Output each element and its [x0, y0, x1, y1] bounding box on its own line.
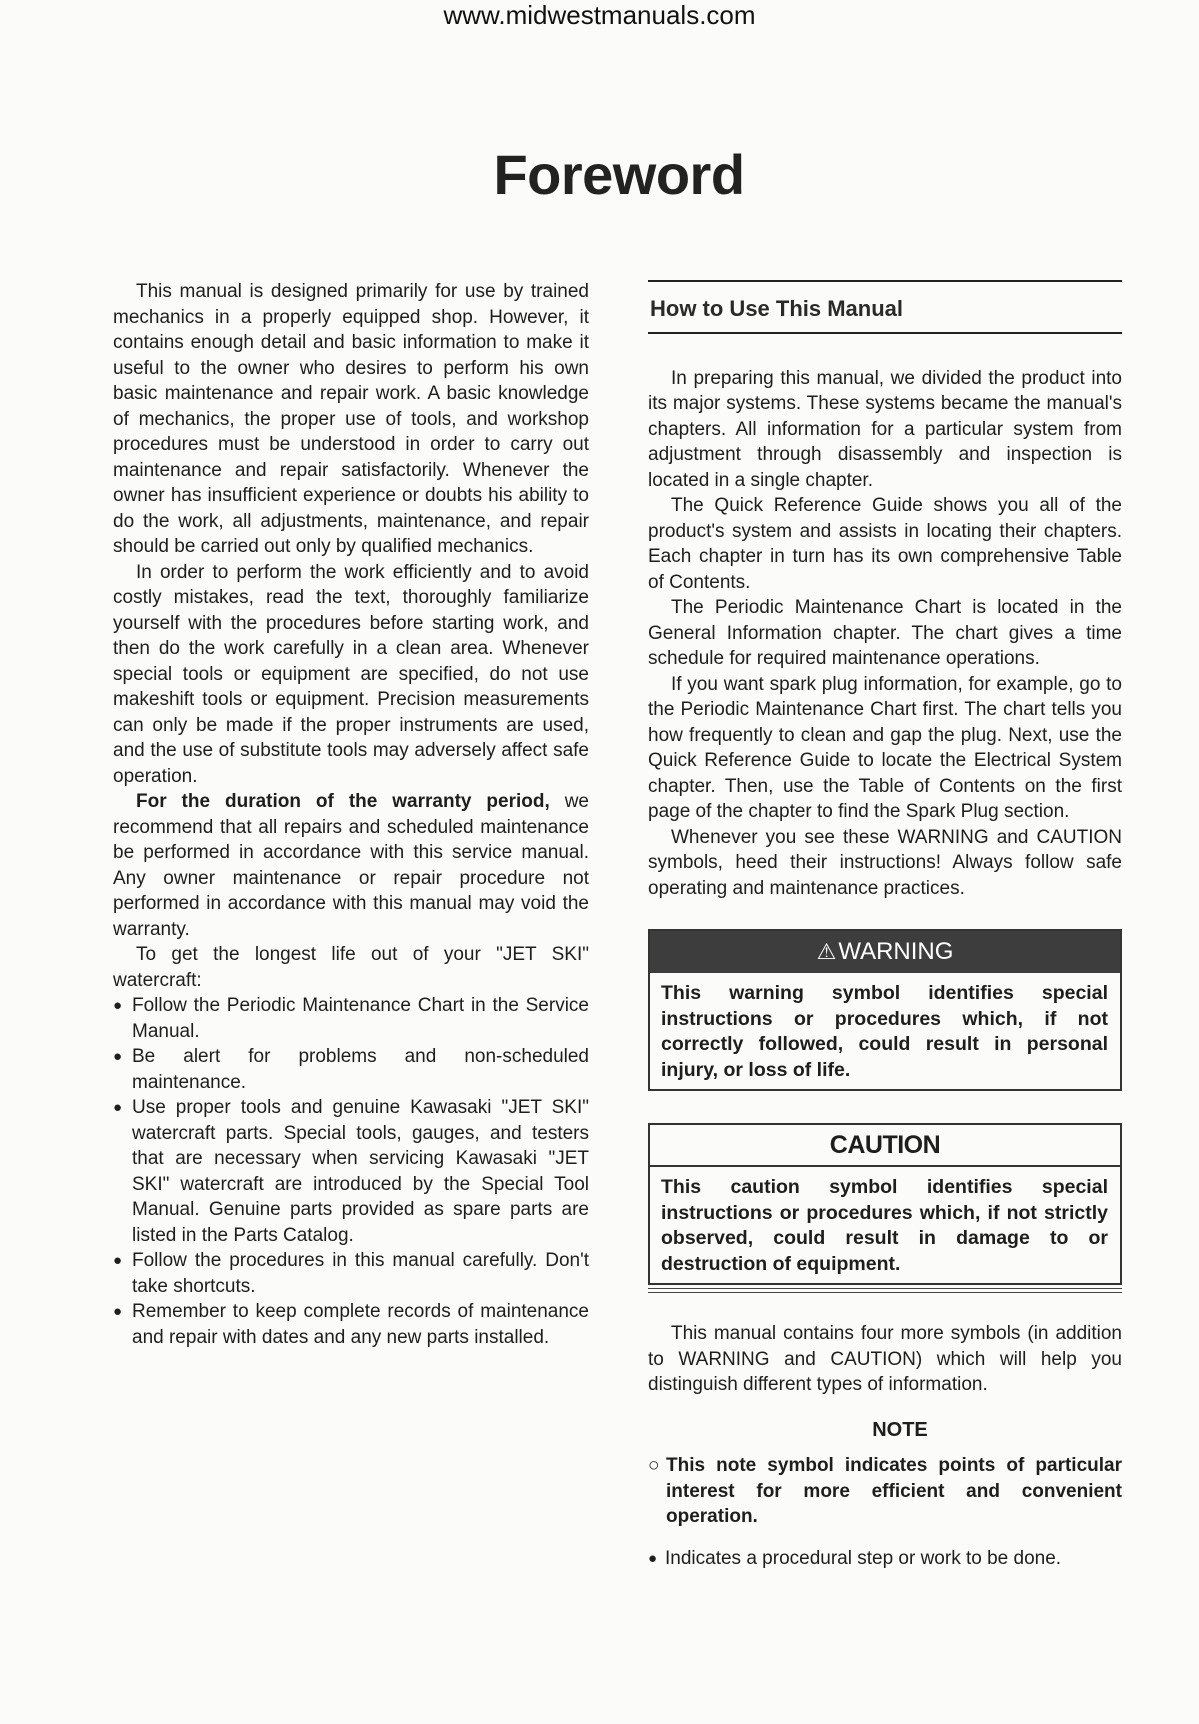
warranty-paragraph [113, 789, 589, 942]
note-title: NOTE [872, 1418, 928, 1441]
procedure-item: ● Indicates a procedural step or work to be done. [648, 1546, 1122, 1572]
tips-list [113, 993, 589, 1350]
warning-label: WARNING [838, 938, 954, 965]
list-item: ● Be alert for problems and non-scheduled maintenance. [113, 1044, 589, 1095]
efficiency-paragraph: In order to perform the work efficiently and to avoid costly mistakes, read the text, thoroughly familiarize yourself with the procedures before starting work, and then do the work carefully in a clean area. Whenever special tools or equipment are specified, do not use makeshift tools or equipment. Precision measurements can only be made if the proper instruments are used, and the use of substitute tools may adversely affect safe operation. [113, 561, 589, 787]
warranty-text: we recommend that all repairs and scheduled maintenance be performed in accordance with this service manual. Any owner maintenance or repair procedure not performed in accordance with this manual may void the warranty. [113, 791, 589, 940]
open-circle-icon: ○ [648, 1455, 660, 1476]
list-item: ● Follow the Periodic Maintenance Chart in the Service Manual. [113, 993, 589, 1044]
list-item: ● Remember to keep complete records of maintenance and repair with dates and any new parts installed. [113, 1299, 589, 1350]
site-url: www.midwestmanuals.com [443, 0, 756, 30]
more-symbols-paragraph: This manual contains four more symbols (in addition to WARNING and CAUTION) which will help you distinguish different types of information. [648, 1323, 1122, 1395]
symbols-paragraph: Whenever you see these WARNING and CAUTION symbols, heed their instructions! Always follow safe operating and maintenance practices. [648, 826, 1122, 899]
longest-life-paragraph: To get the longest life out of your "JET SKI" watercraft: [113, 944, 589, 991]
note-item [648, 1453, 1122, 1530]
warning-header [650, 931, 1120, 973]
systems-paragraph: In preparing this manual, we divided the product into its major systems. These systems became the manual's chapters. All information for a particular system from adjustment through disassembly and inspection is located in a single chapter. [648, 367, 1122, 491]
divider [648, 1288, 1122, 1293]
left-column [113, 279, 589, 1350]
list-item: ● Follow the procedures in this manual carefully. Don't take shortcuts. [113, 1248, 589, 1299]
caution-box [648, 1123, 1122, 1285]
warning-text: This warning symbol identifies special instructions or procedures which, if not correctly followed, could result in personal injury, or loss of life. [661, 982, 1108, 1081]
caution-header: CAUTION [650, 1125, 1120, 1167]
list-item: ● Use proper tools and genuine Kawasaki "JET SKI" watercraft parts. Special tools, gauges, and testers that are necessary when servicing Kawasaki "JET SKI" watercraft are introduced by the Special Tool Manual. Genuine parts provided as spare parts are listed in the Parts Catalog. [113, 1095, 589, 1248]
maintenance-chart-paragraph: The Periodic Maintenance Chart is located in the General Information chapter. The chart gives a time schedule for required maintenance operations. [648, 597, 1122, 669]
page-title: Foreword [493, 143, 745, 206]
caution-text: This caution symbol identifies special instructions or procedures which, if not strictly observed, could result in damage to or destruction of equipment. [661, 1176, 1108, 1275]
intro-paragraph: This manual is designed primarily for use by trained mechanics in a properly equipped shop. However, it contains enough detail and basic information to make it useful to the owner who desires to perform his own basic maintenance and repair work. A basic knowledge of mechanics, the proper use of tools, and workshop procedures must be understood in order to carry out maintenance and repair satisfactorily. Whenever the owner has insufficient experience or doubts his ability to do the work, all adjustments, maintenance, and repair should be carried out only by qualified mechanics. [113, 281, 589, 557]
section-heading: How to Use This Manual [648, 280, 1122, 334]
right-column [648, 280, 1122, 1571]
warning-triangle-icon: ⚠ [816, 939, 837, 964]
spark-plug-paragraph: If you want spark plug information, for example, go to the Periodic Maintenance Chart first. The chart tells you how frequently to clean and gap the plug. Next, use the Quick Reference Guide to locate the Electrical System chapter. Then, use the Table of Contents on the first page of the chapter to find the Spark Plug section. [648, 673, 1122, 822]
note-text: This note symbol indicates points of particular interest for more efficient and convenient operation. [666, 1455, 1122, 1527]
quick-reference-paragraph: The Quick Reference Guide shows you all of the product's system and assists in locating their chapters. Each chapter in turn has its own comprehensive Table of Contents. [648, 495, 1122, 593]
warranty-emphasis: For the duration of the warranty period, [136, 791, 550, 812]
warning-box [648, 929, 1122, 1091]
